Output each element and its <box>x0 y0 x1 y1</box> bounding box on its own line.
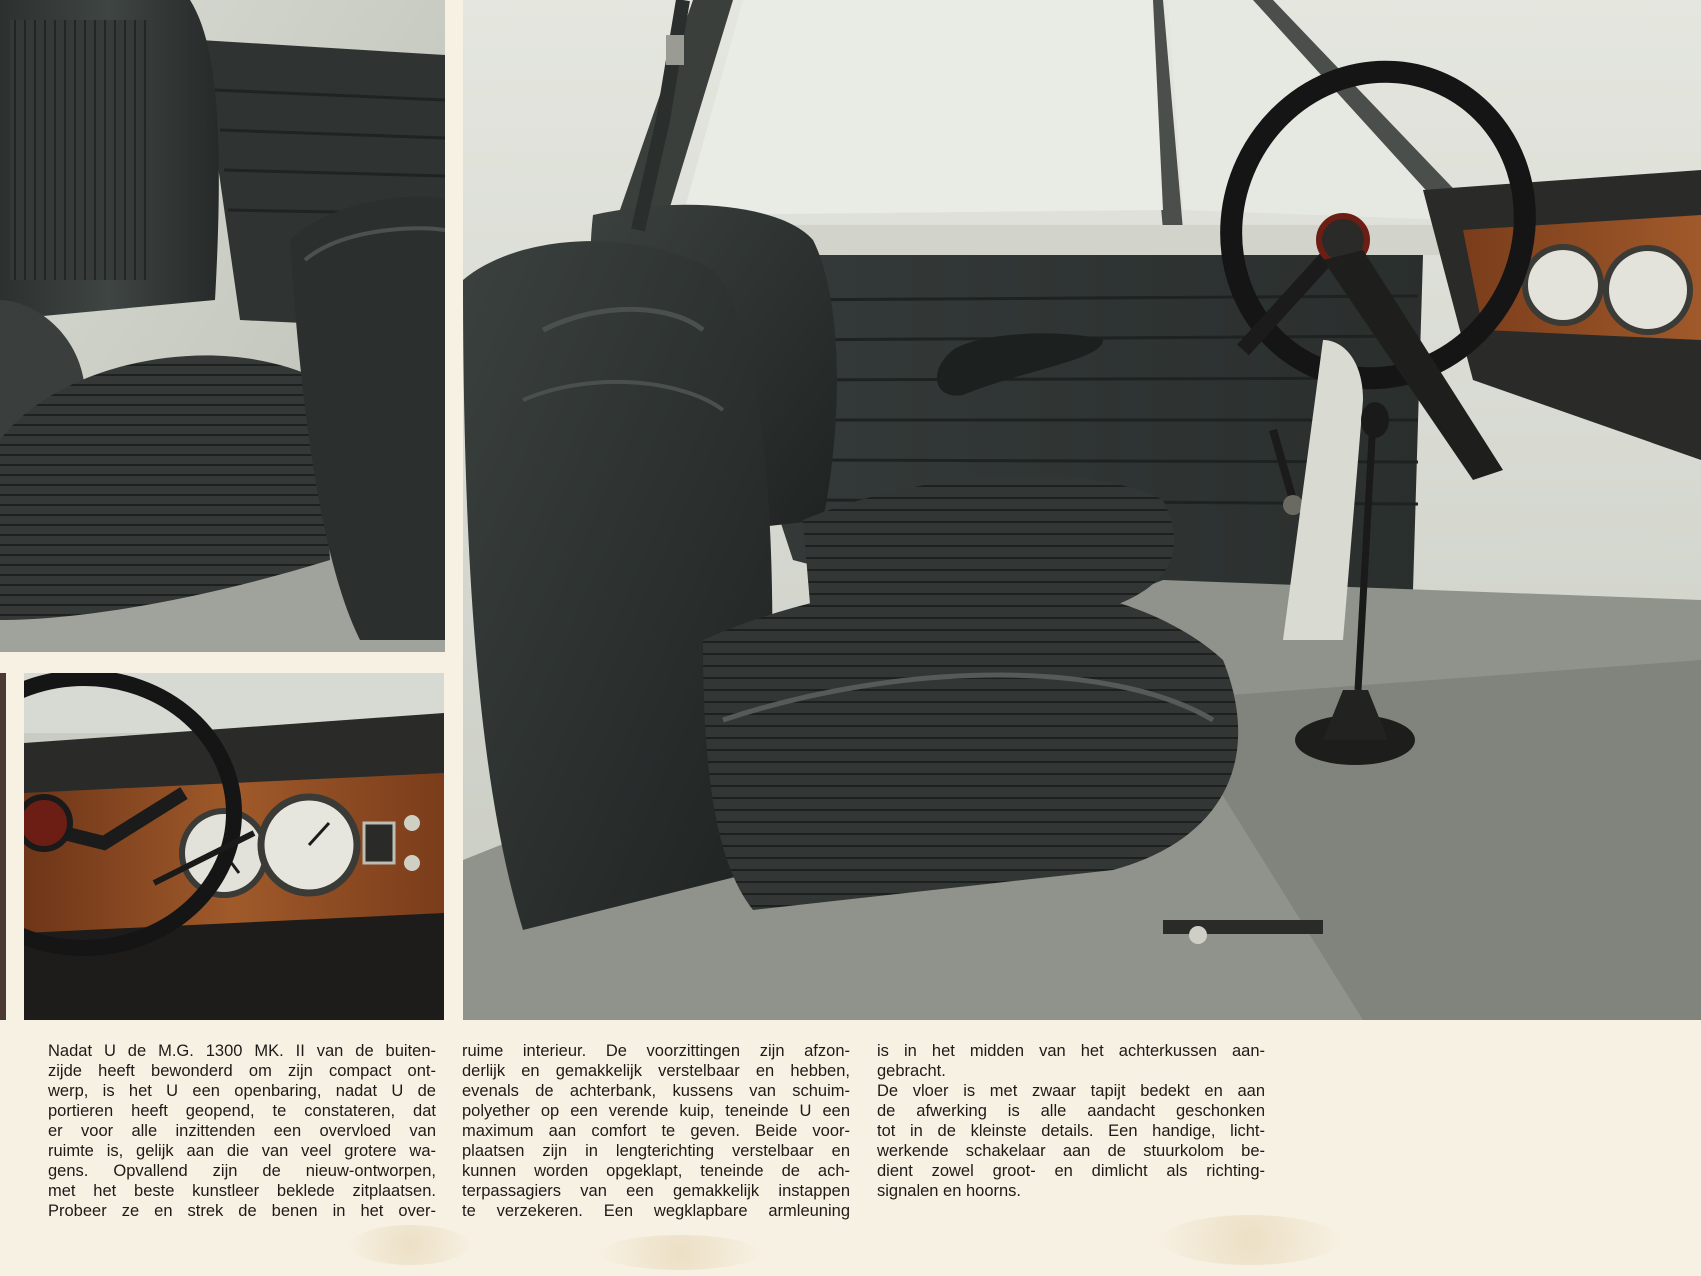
text-line: Nadat U de M.G. 1300 MK. II van de buiten- <box>48 1042 436 1060</box>
text-line: werkende schakelaar aan de stuurkolom be- <box>877 1142 1265 1160</box>
rear-bench-seat-photo <box>0 0 445 652</box>
body-text-column-1 <box>48 1041 436 1221</box>
body-text-column-2 <box>462 1041 850 1221</box>
car-rear-seat-icon <box>0 0 445 652</box>
body-text-column-3 <box>877 1041 1265 1201</box>
paper-stain <box>600 1235 760 1270</box>
text-line: werp, is het U een openbaring, nadat U de <box>48 1082 436 1100</box>
text-line: maximum aan comfort te geven. Beide voor- <box>462 1122 850 1140</box>
text-line: derlijk en gemakkelijk verstelbaar en hebben, <box>462 1062 850 1080</box>
text-line: terpassagiers van een gemakkelijk instappen <box>462 1182 850 1200</box>
text-line: met het beste kunstleer beklede zitplaatsen. <box>48 1182 436 1200</box>
text-line: de afwerking is alle aandacht geschonken <box>877 1102 1265 1120</box>
text-line: zijde heeft bewonderd om zijn compact ont- <box>48 1062 436 1080</box>
text-line: polyether op een verende kuip, teneinde U een <box>462 1102 850 1120</box>
text-line: er voor alle inzittenden een overvloed van <box>48 1122 436 1140</box>
dashboard-icon <box>24 673 444 1020</box>
car-front-seats-icon <box>463 0 1701 1020</box>
text-line: kunnen worden opgeklapt, teneinde de ach- <box>462 1162 850 1180</box>
text-line: De vloer is met zwaar tapijt bedekt en aan <box>877 1082 1265 1100</box>
text-line: evenals de achterbank, kussens van schuim- <box>462 1082 850 1100</box>
dashboard-photo <box>24 673 444 1020</box>
text-line: gebracht. <box>877 1062 946 1080</box>
text-line: signalen en hoorns. <box>877 1182 1022 1200</box>
text-line: ruime interieur. De voorzittingen zijn afzon- <box>462 1042 850 1060</box>
text-line: tot in de kleinste details. Een handige, licht- <box>877 1122 1265 1140</box>
text-line: dient zowel groot- en dimlicht als richting- <box>877 1162 1265 1180</box>
text-line: ruimte is, gelijk aan die van veel grotere wa- <box>48 1142 436 1160</box>
text-line: Probeer ze en strek de benen in het over- <box>48 1202 436 1220</box>
paper-stain <box>350 1225 470 1265</box>
paper-stain <box>1160 1215 1340 1265</box>
text-line: gens. Opvallend zijn de nieuw-ontworpen, <box>48 1162 436 1180</box>
text-line: plaatsen zijn in lengterichting verstelbaar en <box>462 1142 850 1160</box>
text-line: te verzekeren. Een wegklapbare armleuning <box>462 1202 850 1220</box>
front-seats-photo <box>463 0 1701 1020</box>
text-line: portieren heeft geopend, te constateren, dat <box>48 1102 436 1120</box>
text-line: is in het midden van het achterkussen aan- <box>877 1042 1265 1060</box>
photo-edge-strip <box>0 673 6 1020</box>
